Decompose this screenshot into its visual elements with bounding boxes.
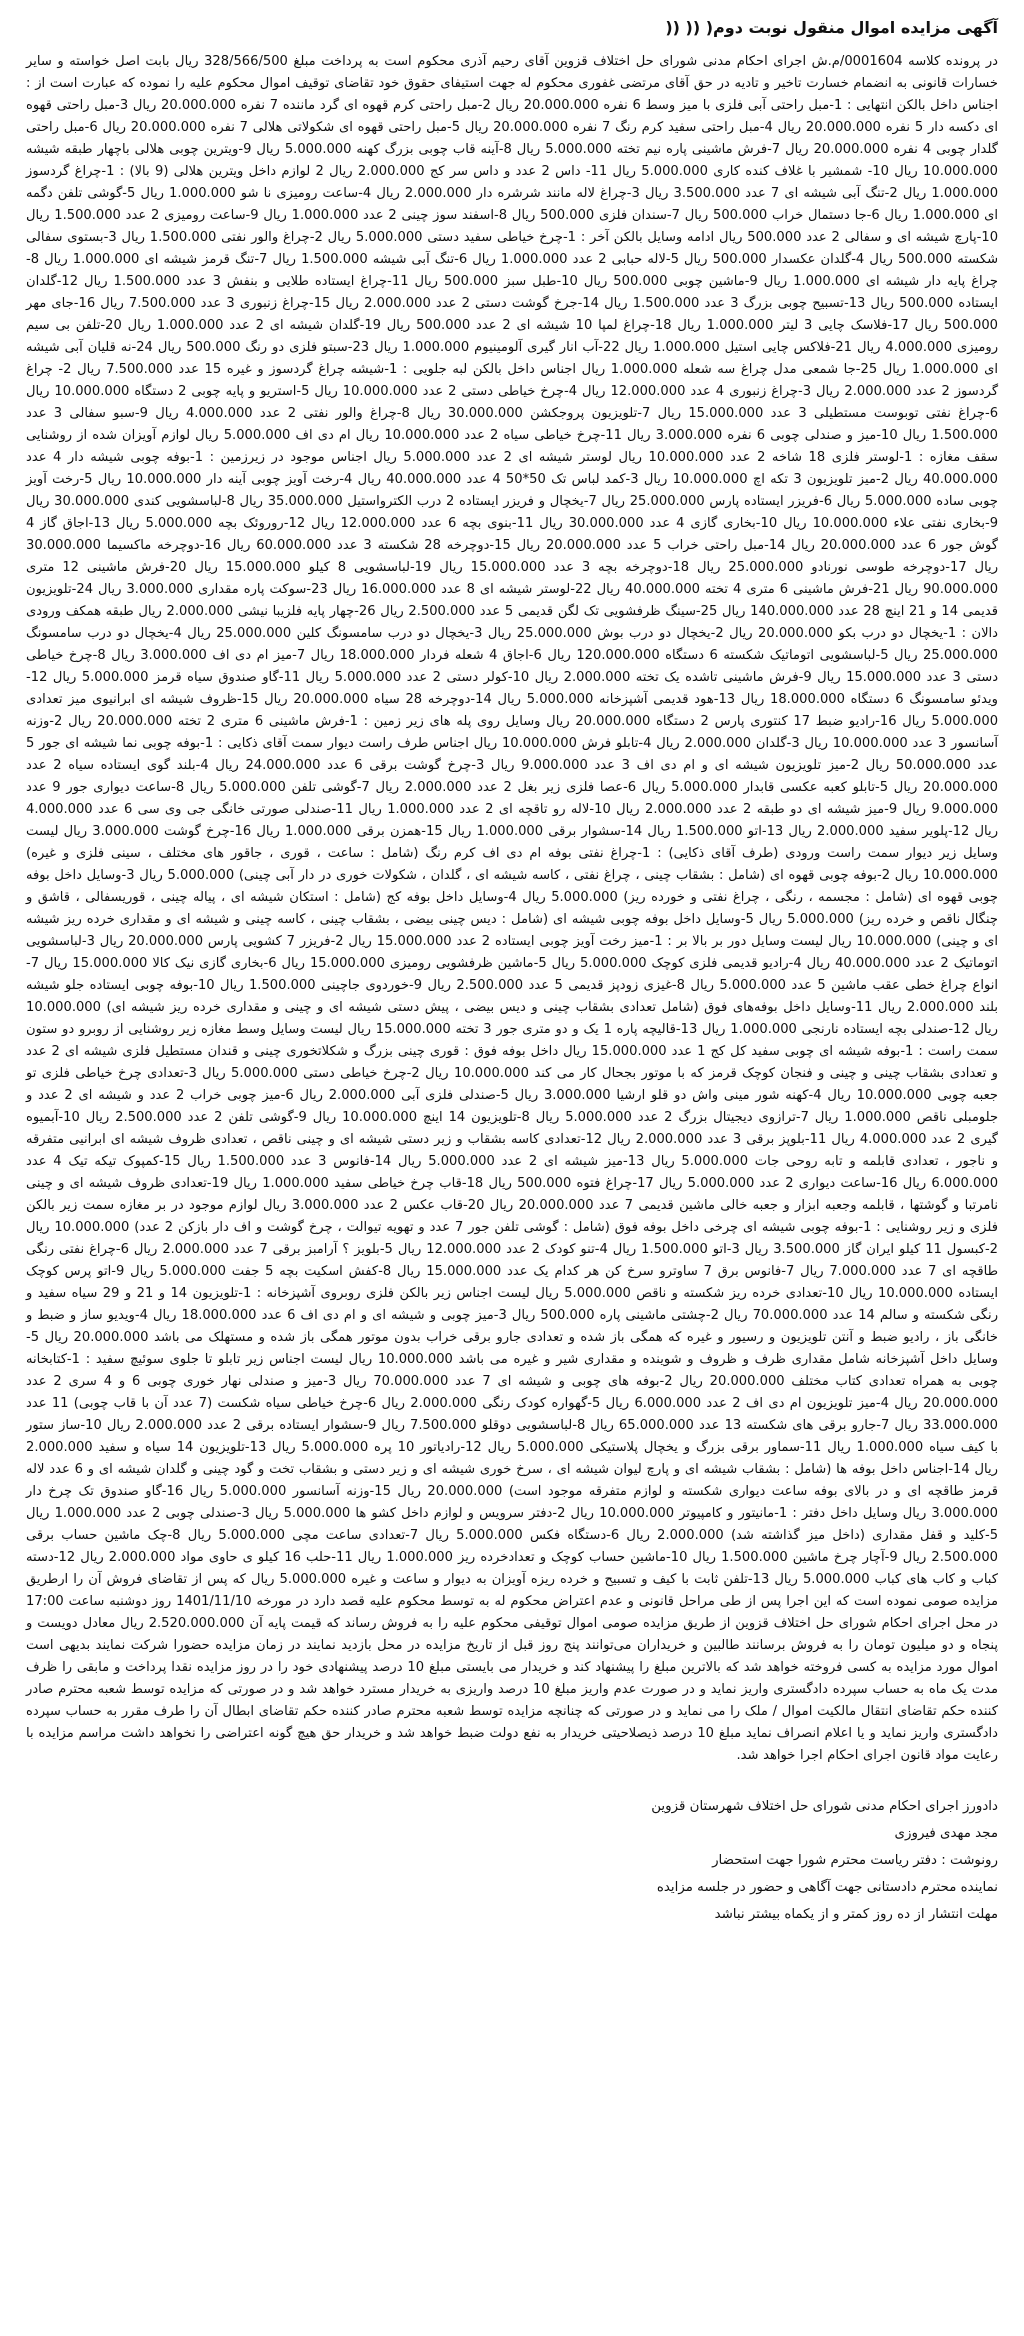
notice-body: در پرونده کلاسه 0001604/م.ش اجرای احکام مدنی شورای حل اختلاف قزوین آقای رحیم آذری محکوم است به پرداخت مبلغ 328/566/500 ریال بابت اصل خواسته و سایر خسارات قانونی به انضمام خسارت تاخیر و تادیه در حق آقای مرتضی غفوری محکوم له جهت استیفای حقوق خود تقاضای توقیف اموال محکوم علیه را نموده که عبارت است از : اجناس داخل بالکن انتهایی : 1-مبل راحتی آبی فلزی با میز وسط 6 نفره 20.000.000 ریال 2-مبل راحتی کرم قهوه ای گرد ماننده 7 نفره 20.000.000 ریال 3-مبل راحتی قهوه ای دکسه دار 5 نفره 20.000.000 ریال 4-مبل راحتی سفید کرم رنگ 7 نفره 20.000.000 ریال 5-مبل راحتی قهوه ای شکولاتی هلالی 7 نفره 20.000.000 ریال 6-مبل راحتی گلدار چوبی 4 نفره 20.000.000 ریال 7-فرش ماشینی پاره نیم تخته 5.000.000 ریال 8-آینه قاب چوبی بزرگ کهنه 5.000.000 ریال 9-ویترین چوبی هلالی باچهار طبقه شیشه 10.000.000 ریال 10- شمشیر با غلاف کنده کاری 5.000.000 ریال 11- داس 2 عدد و داس سر کج 2.000.000 ریال 2 لوازم داخل ویترین هلالی (9 بالا) : 1-چراغ گردسوز 1.000.000 ریال 2-تنگ آبی شیشه ای 7 عدد 3.500.000 ریال 3-چراغ لاله مانند شرشره دار 2.000.000 ریال 4-ساعت رومیزی نا شو 1.000.000 ریال 5-گوشی تلفن دگمه ای 1.000.000 ریال 6-جا دستمال خراب 500.000 ریال 7-سندان فلزی 500.000 ریال 8-اسفند سوز چینی 2 عدد 1.000.000 ریال 9-ساعت رومیزی 2 عدد 1.500.000 ریال 10-پارچ شیشه ای و سفالی 2 عدد 500.000 ریال ادامه وسایل بالکن آخر : 1-چرخ خیاطی سفید دستی 5.000.000 ریال 2-چراغ والور نفتی 1.500.000 ریال 3-بستوی سفالی شکسته 500.000 ریال 4-گلدان عکسدار 500.000 ریال 5-لاله حبابی 2 عدد 1.000.000 ریال 6-تنگ آبی شیشه 1.500.000 ریال 7-تنگ قرمز شیشه ای 1.000.000 ریال 8-چراغ پایه دار شیشه ای 1.000.000 ریال 9-ماشین چوبی 500.000 ریال 10-طبل سبز 500.000 ریال 11-چراغ ایستاده طلایی و بنفش 3 عدد 1.500.000 ریال 12-گلدان ایستاده 500.000 ریال 13-تسبیح چوبی بزرگ 3 عدد 1.500.000 ریال 14-جرخ گوشت دستی 2 عدد 2.000.000 ریال 15-چراغ زنبوری 3 عدد 7.500.000 ریال 16-جای مهر 500.000 ریال 17-فلاسک چایی 3 لیتر 1.000.000 ریال 18-چراغ لمپا 10 شیشه ای 2 عدد 500.000 ریال 19-گلدان شیشه ای 2 عدد 1.000.000 ریال 20-تلفن بی سیم رومیزی 4.000.000 ریال 21-فلاکس چایی استیل 1.000.000 ریال 22-آب انار گیری آلومینیوم 1.000.000 ریال 23-سبتو فلزی دو رنگ 500.000 ریال 24-نه قلیان آبی شیشه ای 1.000.000 ریال 25-جا شمعی مدل چراغ سه شعله 1.000.000 ریال اجناس داخل بالکن لبه جلویی : 1-شیشه چراغ گردسوز و غیره 15 عدد 7.500.000 ریال 2- چراغ گردسوز 2 عدد 2.000.000 ریال 3-چراغ زنبوری 4 عدد 12.000.000 ریال 4-چرخ خیاطی دستی 2 عدد 10.000.000 ریال 5-استریو و پایه چوبی 2 دستگاه 10.000.000 ریال 6-چراغ نفتی توبوست مستطیلی 3 عدد 15.000.000 ریال 7-تلویزیون پروجکشن 30.000.000 ریال 8-چراغ والور نفتی 2 عدد 4.000.000 ریال 9-سبو سفالی 3 عدد 1.500.000 ریال 10-میز و صندلی چوبی 6 نفره 3.000.000 ریال 11-چرخ خیاطی سیاه 2 عدد 10.000.000 ریال ام دی اف 5.000.000 ریال لوازم آویزان شده از روشنایی سقف مغازه : 1-لوستر فلزی 18 شاخه 2 عدد 10.000.000 ریال لوستر شیشه ای 2 عدد 5.000.000 ریال اجناس موجود در زیرزمین : 1-بوفه چوبی شیشه دار 4 عدد 40.000.000 ریال 2-میز تلویزیون 3 تکه اچ 10.000.000 ریال 3-کمد لباس تک 50*50 4 عدد 40.000.000 ریال 4-رخت آویز چوبی آینه دار 10.000.000 ریال 5-رخت آویز چوبی ساده 5.000.000 ریال 6-فریزر ایستاده پارس 25.000.000 ریال 7-یخچال و فریزر ایستاده 2 درب الکترواستیل 35.000.000 ریال 8-لباسشویی کندی 30.000.000 ریال 9-بخاری نفتی علاء 10.000.000 ریال 10-بخاری گازی 4 عدد 30.000.000 ریال 11-بنوی بچه 6 عدد 12.000.000 ریال 12-روروئک بچه 5.000.000 ریال 13-اجاق گاز 4 گوش جور 6 عدد 20.000.000 ریال 14-مبل راحتی خراب 5 عدد 20.000.000 ریال 15-دوچرخه 28 شکسته 3 عدد 60.000.000 ریال 16-دوچرخه ماکسیما 30.000.000 ریال 17-دوچرخه طوسی نورنادو 25.000.000 ریال 18-دوچرخه بچه 3 عدد 15.000.000 ریال 19-لباسشویی 8 کیلو 15.000.000 ریال 20-فرش ماشینی 12 متری 90.000.000 ریال 21-فرش ماشینی 6 متری 4 تخته 40.000.000 ریال 22-لوستر شیشه ای 8 عدد 16.000.000 ریال 23-سوکت پاره مقداری 3.000.000 ریال 24-تلویزیون قدیمی 14 و 21 اینچ 28 عدد 140.000.000 ریال 25-سینگ ظرفشویی تک لگن قدیمی 5 عدد 2.500.000 ریال 26-چهار پایه فلزیبا نیشی 2.000.000 ریال طبقه همکف ورودی دالان : 1-یخچال دو درب بکو 20.000.000 ریال 2-یخچال دو درب بوش 25.000.000 ریال 3-یخچال دو درب سامسونگ کلین 25.000.000 ریال 4-یخچال دو درب سامسونگ 25.000.000 ریال 5-لباسشویی اتوماتیک شکسته 6 دستگاه 120.000.000 ریال 6-اجاق 4 شعله فردار 18.000.000 ریال 7-میز ام دی اف 3.000.000 ریال 8-چرخ خیاطی دستی 3 عدد 15.000.000 ریال 9-فرش ماشینی تاشده یک تخته 2.000.000 ریال 10-کولر دستی 2 عدد 5.000.000 ریال 11-گاو صندوق سیاه قرمز 5.000.000 ریال 12-ویدئو سامسونگ 6 دستگاه 18.000.000 ریال 13-هود قدیمی آشپزخانه 5.000.000 ریال 14-دوچرخه 28 سیاه 20.000.000 ریال 15-ظروف شیشه ای ابرانیوی میز تعدادی 5.000.000 ریال 16-رادیو ضبط 17 کنتوری پارس 2 دستگاه 20.000.000 ریال وسایل روی پله های زیر زمین : 1-فرش ماشینی 6 متری 2 تخته 20.000.000 ریال 2-وزنه آسانسور 3 عدد 10.000.000 ریال 3-گلدان 2.000.000 ریال 4-تابلو فرش 10.000.000 ریال اجناس طرف راست دیوار سمت آقای ذکایی : 1-بوفه چوبی نما شیشه ای جور 5 عدد 50.000.000 ریال 2-میز تلویزیون شیشه ای و ام دی اف 3 عدد 9.000.000 ریال 3-چرخ گوشت برقی 6 عدد 24.000.000 ریال 4-بلند گوی ایستاده سیاه 2 عدد 20.000.000 ریال 5-تابلو کعبه عکسی قابدار 5.000.000 ریال 6-عصا فلزی زیر بغل 2 عدد 2.000.000 ریال 7-گوشی تلفن 5.000.000 ریال 8-ساعت دیواری جور 9 عدد 9.000.000 ریال 9-میز شیشه ای دو طبقه 2 عدد 2.000.000 ریال 10-لاله رو تاقچه ای 2 عدد 1.000.000 ریال 11-صندلی صورتی خانگی جی وی سی 6 عدد 4.000.000 ریال 12-پلویر سفید 2.000.000 ریال 13-اتو 1.500.000 ریال 14-سشوار برقی 1.000.000 ریال 15-همزن برقی 1.000.000 ریال 16-چرخ گوشت 3.000.000 ریال لیست وسایل زیر دیوار سمت راست ورودی (طرف آقای ذکایی) : 1-چراغ نفتی بوفه ام دی اف کرم رنگ (شامل : ساعت ، قوری ، جاقور های مختلف ، سینی فلزی و غیره) 10.000.000 ریال 2-بوفه چوبی قهوه ای (شامل : بشقاب چینی ، چراغ نفتی ، کاسه شیشه ای ، گلدان ، شکولات خوری در دار آبی چینی) 5.000.000 ریال 3-وسایل داخل بوفه چوبی قهوه ای (شامل : مجسمه ، رنگی ، چراغ نفتی و خورده ریز) 5.000.000 ریال 4-وسایل داخل بوفه کج (شامل : استکان شیشه ای ، پیاله چینی ، قوریسفالی ، قاشق و چنگال ناقص و خرده ریز) 5.000.000 ریال 5-وسایل داخل بوفه چوبی شیشه ای (شامل : دیس چینی بیضی ، بشقاب چینی ، کاسه چینی و شیشه ای و مقداری خرده ریز شیشه ای و چینی) 10.000.000 ریال لیست وسایل دور بر بالا بر : 1-میز رخت آویز چوبی ایستاده 2 عدد 15.000.000 ریال 2-فریزر 7 کشویی پارس 20.000.000 ریال 3-لباسشویی اتوماتیک 2 عدد 40.000.000 ریال 4-رادیو قدیمی فلزی کوچک 5.000.000 ریال 5-ماشین ظرفشویی رومیزی 15.000.000 ریال 6-بخاری گازی نیک کالا 15.000.000 ریال 7-انواع چراغ خطی عقب ماشین 5 عدد 5.000.000 ریال 8-غیزی زودپز قدیمی 5 عدد 2.500.000 ریال 9-خوردوی جاچینی 1.500.000 ریال 10-بوفه چوبی ایستاده جلو شیشه بلند 2.000.000 ریال 11-وسایل داخل بوفه‌های فوق (شامل تعدادی بشقاب چینی و دیس بیضی ، پیش دستی شیشه ای و چینی و مقداری خرده ریز شیشه ای) 10.000.000 ریال 12-صندلی بچه ایستاده نارنجی 1.000.000 ریال 13-قالیچه پاره 1 یک و دو متری جور 3 تخته 15.000.000 ریال لیست وسایل وسط مغازه زیر روشنایی از روبرو دو ستون سمت راست : 1-بوفه شیشه ای چوبی سفید کل کج 1 عدد 15.000.000 ریال داخل بوفه فوق : قوری چینی بزرگ و شکلاتخوری چینی و قندان مستطیل فلزی شیشه ای 2 عدد و تعدادی بشقاب چینی و چینی و فنجان کوچک قرمز که با موتور بجحال کار می کند 10.000.000 ریال 2-چرخ خیاطی دستی 5.000.000 ریال 3-تعدادی چرخ خیاطی فلزی تو جعبه چوبی 10.000.000 ریال 4-کهنه شور مینی واش دو قلو ارشیا 3.000.000 ریال 5-صندلی فلزی آبی 2.000.000 ریال 6-میز چوبی خراب 2 عدد و شیشه ای 2 عدد و جلومبلی ناقص 1.000.000 ریال 7-ترازوی دیجیتال بزرگ 2 عدد 5.000.000 ریال 8-تلویزیون 14 اینچ 10.000.000 ریال 9-گوشی تلفن 2 عدد 2.500.000 ریال 10-آبمیوه گیری 2 عدد 4.000.000 ریال 11-بلوپز برقی 3 عدد 2.000.000 ریال 12-تعدادی کاسه بشقاب و زیر دستی شیشه ای و چینی ناقص ، تعدادی ظروف شیشه ای ابرانیی متفرقه و ناجور ، تعدادی قابلمه و تابه روحی جات 5.000.000 ریال 13-میز شیشه ای 2 عدد 5.000.000 ریال 14-فانوس 3 عدد 1.500.000 ریال 15-کمپوک تیکه تیک 4 عدد 6.000.000 ریال 16-ساعت دیواری 2 عدد 5.000.000 ریال 17-چراغ فتوه 500.000 ریال 18-قاب چرخ خیاطی سفید 1.000.000 ریال 19-تعدادی ظروف شیشه ای و چینی نامرتبا و گوشتها ، قابلمه وجعبه ابزار و جعبه خالی ماشین قدیمی 7 عدد 20.000.000 ریال 20-قاب عکس 2 عدد 3.000.000 ریال لوازم موجود در بر مغازه سمت زیر بالکن فلزی و زیر روشنایی : 1-بوفه چوبی شیشه ای چرخی داخل بوفه فوق (شامل : گوشی تلفن جور 7 عدد و تهویه تیوالت ، چرخ گوشت و اف دار بازکن 2 عدد) 10.000.000 ریال 2-کبسول 11 کیلو ایران گاز 3.500.000 ریال 3-اتو 1.500.000 ریال 4-تنو کودک 2 عدد 12.000.000 ریال 5-بلویز ؟ آرامبز برقی 7 عدد 2.000.000 ریال 6-چراغ نفتی رنگی طاقچه ای 7 عدد 7.000.000 ریال 7-فانوس برق 7 ساوترو سرخ کن هر کدام یک عدد 15.000.000 ریال 8-کفش اسکیت بچه 5 جفت 5.000.000 ریال 9-اتو پرس کوچک ایستاده 10.000.000 ریال 10-تعدادی خرده ریز شکسته و ناقص 5.000.000 ریال لیست اجناس زیر بالکن فلزی روبروی آشپزخانه : 1-تلویزیون 14 و 21 و 29 سیاه سفید و رنگی شکسته و سالم 14 عدد 70.000.000 ریال 2-چشتی ماشینی پاره 500.000 ریال 3-میز چوبی و شیشه ای و ام دی اف 6 عدد 18.000.000 ریال 4-ویدیو ساز و ضبط و خانگی باز ، رادیو ضبط و آنتن تلویزیون و رسیور و غیره که همگی باز شده و تعدادی جارو برقی خراب بدون موتور همگی باز شده و مستهلک می باشد 20.000.000 ریال 5-وسایل داخل آشپزخانه شامل مقداری ظرف و ظروف و شوینده و مقداری شیر و غیره می باشد 10.000.000 ریال لیست اجناس زیر تابلو تا جلوی سوئیچ سفید : 1-کتابخانه چوبی به همراه تعدادی کتاب مختلف 20.000.000 ریال 2-بوفه های چوبی و شیشه ای 7 عدد 70.000.000 ریال 3-میز و صندلی نهار خوری چوبی 6 و 4 سری 2 عدد 20.000.000 ریال 4-میز تلویزیون ام دی اف 2 عدد 6.000.000 ریال 5-گهواره کودک رنگی 2.000.000 ریال 6-چرخ خیاطی سیاه شکست (7 عدد آن با قاب چوبی) 11 عدد 33.000.000 ریال 7-جارو برقی های شکسته 13 عدد 65.000.000 ریال 8-لباسشویی دوقلو 7.500.000 ریال 9-سشوار ایستاده برقی 2 عدد 2.000.000 ریال 10-ساز ستور با کیف سیاه 1.000.000 ریال 11-سماور برقی بزرگ و یخچال پلاستیکی 5.000.000 ریال 12-رادیاتور 10 پره 5.000.000 ریال 13-تلویزیون 14 سیاه و سفید 2.000.000 ریال 14-اجناس داخل بوفه ها (شامل : بشقاب شیشه ای و پارچ لیوان شیشه ای ، سرخ خوری شیشه ای و زیر دستی و بشقاب تخت و گود چینی و گلدان شیشه ای و 6 عدد لاله قرمز طاقچه ای و در بالای بوفه ساعت دیواری شکسته و لوازم متفرقه موجود است) 20.000.000 ریال 15-وزنه آسانسور 5.000.000 ریال 16-گاو صندوق تک چرخ دار 3.000.000 ریال وسایل داخل دفتر : 1-مانیتور و کامپیوتر 10.000.000 ریال 2-دفتر سرویس و لوازم داخل کشو ها 5.000.000 ریال 3-صندلی چوبی 2 عدد 1.000.000 ریال 5-کلید و قفل مقداری (داخل میز گذاشته شد) 2.000.000 ریال 6-دستگاه فکس 5.000.000 ریال 7-تعدادی ساعت مچی 5.000.000 ریال 8-چک ماشین حساب برقی 2.500.000 ریال 9-آچار چرخ ماشین 1.500.000 ریال 10-ماشین حساب کوچک و تعدادخرده ریز 1.000.000 ریال 11-حلب 16 کیلو ی حاوی مواد 2.000.000 ریال 12-دسته کباب و کاب های کباب 5.000.000 ریال 13-تلفن ثابت با کیف و تسبیح و خرده ریزه آویزان به دیوار و ساعت و غیره 5.000.000 ریال که پس از تقاضای فروش آن را ارطریق مزایده صومی نموده است که این اجرا پس از طی مراحل قانونی و عدم اعتراض محکوم له به توسط محکوم علیه قصد دارد در مورخه 1401/11/10 روز دوشنبه ساعت 17:00 در محل اجرای احکام شورای حل اختلاف قزوین از طریق مزایده صومی اموال توقیفی محکوم علیه را به فروش رساند که قیمت پایه آن 2.520.000.000 ریال معادل دویست و پنجاه و دو میلیون تومان را به فروش برسانند طالبین و خریداران می‌توانند پنج روز قبل از تاریخ مزایده در محل بازدید نمایند در زمان مزایده حضورا شرکت نمایند بدیهی است اموال مورد مزایده به کسی فروخته خواهد شد که بالاترین مبلغ را پیشنهاد کند و خریدار می بایستی مبلغ 10 درصد پیشنهادی خود را در روز مزایده نقدا پرداخت و مابقی را ظرف مدت یک ماه به حساب سپرده دادگستری واریز نماید و در صورت عدم واریز مبلغ 10 درصد واریزی به خریدار مسترد خواهد شد و در صورتی که مزایده توسط شعبه محترم صادر کننده حکم تقاضای انتقال مالکیت اموال / ملک را می نماید و در صورتی که چنانچه مزایده توسط شعبه محترم صادر کننده حکم تقاضای ابطال آن را طرف مقرر به حساب سپرده دادگستری واریز نماید و یا اعلام انصراف نماید مبلغ 10 درصد ذیصلاحیتی خریدار به نفع دولت ضبط خواهد شد و خریدار حق هیچ گونه اعتراضی را نخواهد داشت مراسم مزایده با رعایت مواد قانون اجرای احکام اجرا خواهد شد. (26, 54, 999, 1763)
signature-org: دادورز اجرای احکام مدنی شورای حل اختلاف شهرستان قزوین (651, 1799, 998, 1814)
signature-name: مجد مهدی فیروزی (894, 1826, 998, 1841)
cc-line: رونوشت : دفتر ریاست محترم شورا جهت استحضار (712, 1853, 998, 1868)
publish-line: مهلت انتشار از ده روز کمتر و از یکماه بیشتر نباشد (714, 1907, 998, 1922)
notice-line: نماینده محترم دادستانی جهت آگاهی و حضور در جلسه مزایده (656, 1880, 998, 1895)
notice-title: آگهی مزایده اموال منقول نوبت دوم( (( (( (665, 18, 998, 37)
signature-block (26, 1793, 998, 1928)
